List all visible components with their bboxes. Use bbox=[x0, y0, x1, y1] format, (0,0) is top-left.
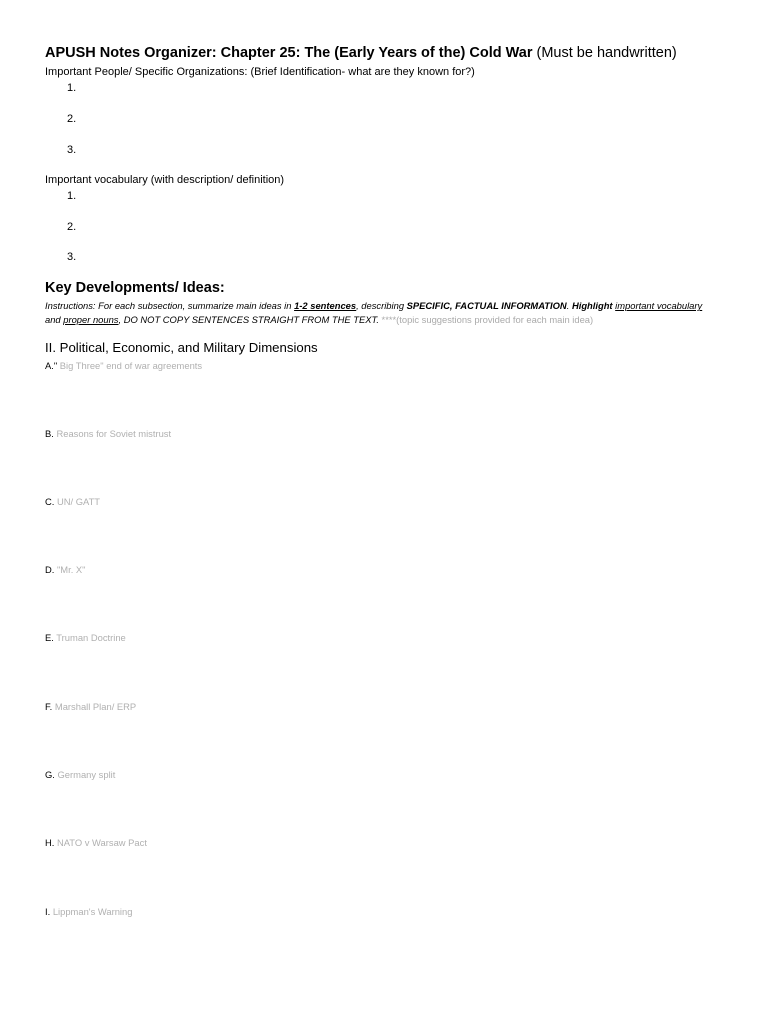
topic-item-a: A." Big Three" end of war agreements bbox=[45, 360, 203, 371]
people-label: Important People/ Specific Organizations: (Brief Identification- what are they known for?) bbox=[45, 66, 475, 78]
vocab-item-3: 3. bbox=[67, 251, 77, 263]
topic-item-h: H. NATO v Warsaw Pact bbox=[45, 837, 147, 848]
topic-item-i: I. Lippman's Warning bbox=[45, 906, 133, 917]
topic-item-b: B. Reasons for Soviet mistrust bbox=[45, 428, 172, 439]
title-main: APUSH Notes Organizer: Chapter 25: The (Early Years of the) Cold War bbox=[45, 45, 533, 61]
people-item-2: 2. bbox=[67, 113, 77, 125]
topic-item-f: F. Marshall Plan/ ERP bbox=[45, 701, 137, 712]
topic-item-e: E. Truman Doctrine bbox=[45, 632, 126, 643]
people-item-3: 3. bbox=[67, 144, 77, 156]
people-item-1: 1. bbox=[67, 82, 77, 94]
vocab-item-2: 2. bbox=[67, 221, 77, 233]
instructions-text: Instructions: For each subsection, summarize main ideas in 1-2 sentences, describing SPECIFIC, FACTUAL INFORMATION. Highlight important vocabulary and proper nouns, DO NOT COPY SENTENCES STRAIGHT FROM THE TEXT. ****(topic suggestions provided for each main idea) bbox=[45, 300, 703, 325]
vocab-item-1: 1. bbox=[67, 190, 77, 202]
key-developments-heading: Key Developments/ Ideas: bbox=[45, 280, 225, 296]
page-title bbox=[45, 45, 677, 61]
section-heading: II. Political, Economic, and Military Dimensions bbox=[45, 340, 318, 355]
title-note: (Must be handwritten) bbox=[536, 45, 677, 61]
topic-item-c: C. UN/ GATT bbox=[45, 496, 101, 507]
topic-item-d: D. "Mr. X" bbox=[45, 564, 86, 575]
topic-item-g: G. Germany split bbox=[45, 769, 116, 780]
vocab-label: Important vocabulary (with description/ definition) bbox=[45, 174, 285, 186]
